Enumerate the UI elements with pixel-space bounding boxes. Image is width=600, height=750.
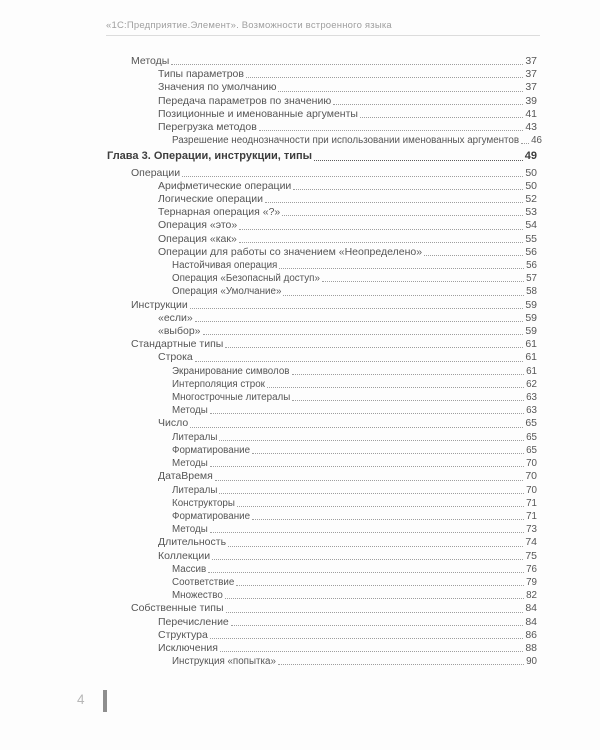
toc-entry-page: 76 [526, 563, 537, 575]
dot-leader [228, 546, 523, 547]
dot-leader [212, 559, 523, 560]
toc-entry-label: Конструкторы [172, 497, 235, 509]
toc-entry-page: 50 [525, 166, 537, 179]
toc-entry-page: 59 [525, 325, 537, 338]
toc-entry [107, 484, 537, 497]
toc-chapter-entry [107, 150, 537, 163]
dot-leader [360, 117, 523, 118]
toc-entry [107, 108, 537, 121]
dot-leader [231, 625, 524, 626]
toc-entry [107, 523, 537, 536]
toc-entry-page: 59 [525, 298, 537, 311]
toc-entry [107, 655, 537, 668]
dot-leader [521, 143, 529, 144]
toc-entry [107, 312, 537, 325]
dot-leader [220, 651, 523, 652]
page-number: 4 [77, 692, 85, 707]
toc-entry-page: 63 [526, 405, 537, 417]
page-number-bar [103, 690, 107, 712]
toc-entry-page: 52 [525, 193, 537, 206]
toc-entry-label: «если» [158, 311, 193, 324]
toc-entry-label: Множество [172, 590, 223, 602]
toc-entry-page: 65 [525, 417, 537, 430]
toc-entry [107, 68, 537, 81]
toc-entry-label: Форматирование [172, 444, 251, 456]
toc-entry-page: 62 [526, 378, 537, 390]
dot-leader [333, 104, 523, 105]
toc-entry-label: Методы [172, 458, 208, 470]
toc-entry-page: 63 [526, 392, 537, 404]
toc-entry-page: 43 [525, 121, 537, 134]
toc-entry-page: 58 [526, 286, 537, 298]
toc-entry-page: 79 [526, 576, 537, 588]
toc-entry [107, 629, 537, 642]
dot-leader [252, 519, 524, 520]
toc-entry-label: Логические операции [158, 193, 263, 206]
toc-entry-page: 37 [525, 81, 537, 94]
toc-list [107, 55, 542, 668]
toc-entry-label: Массив [172, 563, 207, 575]
dot-leader [203, 334, 524, 335]
toc-entry-label: Интерполяция строк [172, 378, 265, 390]
toc-entry-label: Соответствие [172, 576, 235, 588]
toc-entry-label: Инструкция «попытка» [172, 656, 276, 668]
toc-entry [107, 299, 537, 312]
toc-entry-label: Экранирование символов [172, 365, 290, 377]
toc-entry [107, 351, 537, 364]
toc-entry-label: Типы параметров [158, 68, 244, 81]
toc-entry [107, 470, 537, 483]
toc-entry [107, 391, 537, 404]
toc-entry [107, 404, 537, 417]
dot-leader [239, 242, 524, 243]
toc-entry-label: Исключения [158, 641, 218, 654]
toc-entry-label: Число [158, 417, 189, 430]
dot-leader [283, 295, 524, 296]
toc-entry-label: Многострочные литералы [172, 392, 291, 404]
toc-entry [107, 602, 537, 615]
toc-entry [107, 497, 537, 510]
toc-entry-page: 88 [525, 641, 537, 654]
toc-entry [107, 219, 537, 232]
toc-entry-label: Методы [131, 55, 170, 67]
toc-entry [107, 193, 537, 206]
toc-entry-label: Инструкции [131, 298, 188, 311]
running-header-title: «1С:Предприятие.Элемент». Возможности встроенного языка [106, 20, 392, 31]
toc-entry [107, 167, 537, 180]
dot-leader [219, 440, 524, 441]
toc-entry-page: 57 [526, 273, 537, 285]
dot-leader [195, 321, 524, 322]
toc-entry-label: Тернарная операция «?» [158, 206, 281, 219]
toc-entry [107, 325, 537, 338]
toc-entry-page: 84 [525, 615, 537, 628]
toc-entry [107, 246, 537, 259]
dot-leader [208, 572, 524, 573]
dot-leader [322, 281, 524, 282]
dot-leader [239, 229, 523, 230]
toc-entry-label: «выбор» [158, 325, 201, 338]
toc-entry-label: Длительность [158, 536, 227, 549]
dot-leader [292, 374, 525, 375]
dot-leader [246, 77, 523, 78]
dot-leader [293, 189, 523, 190]
dot-leader [265, 202, 523, 203]
toc-entry-label: Строка [158, 351, 193, 364]
toc-entry-label: Коллекции [158, 549, 211, 562]
toc-entry-page: 53 [525, 206, 537, 219]
toc-entry [107, 338, 537, 351]
toc-entry [107, 431, 537, 444]
toc-entry-page: 37 [525, 68, 537, 81]
dot-leader [182, 176, 523, 177]
toc-entry-label: Операции для работы со значением «Неопределено» [158, 245, 423, 258]
toc-entry [107, 259, 537, 272]
toc-entry-label: Передача параметров по значению [158, 94, 332, 107]
toc-entry [107, 285, 537, 298]
toc-entry-page: 84 [525, 602, 537, 615]
dot-leader [225, 347, 523, 348]
toc-entry-label: ДатаВремя [158, 470, 213, 483]
toc-entry-page: 61 [526, 365, 537, 377]
dot-leader [292, 400, 524, 401]
toc-entry-label: Методы [172, 405, 208, 417]
toc-entry [107, 95, 537, 108]
toc-entry-label: Перечисление [158, 615, 229, 628]
dot-leader [424, 255, 523, 256]
dot-leader [195, 361, 524, 362]
toc-entry [107, 378, 537, 391]
dot-leader [210, 532, 524, 533]
toc-entry-label: Значения по умолчанию [158, 81, 277, 94]
toc-entry [107, 121, 537, 134]
toc-entry-page: 86 [525, 628, 537, 641]
toc-entry-page: 74 [525, 536, 537, 549]
dot-leader [314, 160, 523, 161]
toc-entry-page: 54 [525, 219, 537, 232]
toc-entry-page: 46 [531, 135, 542, 147]
dot-leader [190, 427, 523, 428]
toc-entry-page: 71 [526, 510, 537, 522]
toc-entry-page: 90 [526, 656, 537, 668]
toc-entry-label: Форматирование [172, 510, 251, 522]
dot-leader [226, 612, 524, 613]
header-rule [106, 35, 540, 36]
dot-leader [282, 215, 523, 216]
toc-entry-page: 50 [525, 179, 537, 192]
toc-entry-label: Глава 3. Операции, инструкции, типы [107, 150, 313, 163]
toc-entry [107, 616, 537, 629]
running-header [106, 20, 540, 36]
dot-leader [225, 598, 524, 599]
toc-entry [107, 134, 542, 147]
dot-leader [190, 308, 524, 309]
toc-entry-page: 70 [526, 484, 537, 496]
toc-entry [107, 233, 537, 246]
toc-entry [107, 272, 537, 285]
dot-leader [215, 480, 523, 481]
toc-entry [107, 536, 537, 549]
dot-leader [237, 506, 524, 507]
toc-entry-label: Литералы [172, 431, 218, 443]
toc-entry-label: Позиционные и именованные аргументы [158, 107, 358, 120]
toc-entry-page: 59 [525, 311, 537, 324]
dot-leader [210, 466, 524, 467]
dot-leader [278, 664, 524, 665]
dot-leader [252, 453, 524, 454]
dot-leader [236, 585, 524, 586]
toc-entry-page: 39 [525, 94, 537, 107]
toc-entry-page: 70 [526, 458, 537, 470]
toc-entry [107, 206, 537, 219]
toc-entry-page: 49 [524, 150, 537, 163]
toc-entry [107, 365, 537, 378]
toc-entry-page: 65 [526, 431, 537, 443]
toc-entry-page: 55 [525, 232, 537, 245]
toc-entry-label: Литералы [172, 484, 218, 496]
toc-entry [107, 457, 537, 470]
toc-entry-label: Операция «Безопасный доступ» [172, 273, 320, 285]
toc-entry [107, 444, 537, 457]
toc-entry [107, 55, 537, 68]
toc-entry-page: 71 [526, 497, 537, 509]
toc-entry-page: 56 [525, 245, 537, 258]
toc-entry-page: 73 [526, 524, 537, 536]
toc-entry-page: 65 [526, 444, 537, 456]
toc-entry [107, 180, 537, 193]
toc-entry-page: 41 [525, 107, 537, 120]
toc-entry-label: Операция «Умолчание» [172, 286, 282, 298]
toc-entry-label: Операция «как» [158, 232, 237, 245]
dot-leader [267, 387, 524, 388]
toc-entry-page: 75 [525, 549, 537, 562]
toc-entry-label: Операции [131, 166, 181, 179]
toc-entry-page: 37 [525, 55, 537, 67]
toc-entry [107, 563, 537, 576]
toc-entry [107, 589, 537, 602]
toc-entry [107, 550, 537, 563]
toc-entry-page: 70 [525, 470, 537, 483]
toc-entry-label: Структура [158, 628, 208, 641]
toc-entry-label: Операция «это» [158, 219, 238, 232]
toc-entry [107, 417, 537, 430]
dot-leader [210, 413, 524, 414]
dot-leader [219, 493, 524, 494]
toc-entry [107, 576, 537, 589]
dot-leader [278, 91, 523, 92]
toc-entry-page: 56 [526, 260, 537, 272]
toc-entry-label: Стандартные типы [131, 338, 224, 351]
toc-entry-page: 82 [526, 590, 537, 602]
toc-entry-label: Перегрузка методов [158, 121, 257, 134]
toc-entry-page: 61 [525, 338, 537, 351]
toc-entry-label: Собственные типы [131, 602, 224, 615]
toc-entry [107, 510, 537, 523]
dot-leader [210, 638, 523, 639]
toc-entry-label: Арифметические операции [158, 179, 292, 192]
dot-leader [259, 130, 523, 131]
toc-entry-label: Методы [172, 524, 208, 536]
dot-leader [171, 64, 523, 65]
dot-leader [279, 268, 524, 269]
toc-entry-label: Разрешение неоднозначности при использовании именованных аргументов [172, 135, 520, 147]
toc-entry-page: 61 [525, 351, 537, 364]
toc-entry [107, 642, 537, 655]
toc-entry-label: Настойчивая операция [172, 260, 278, 272]
toc-entry [107, 81, 537, 94]
